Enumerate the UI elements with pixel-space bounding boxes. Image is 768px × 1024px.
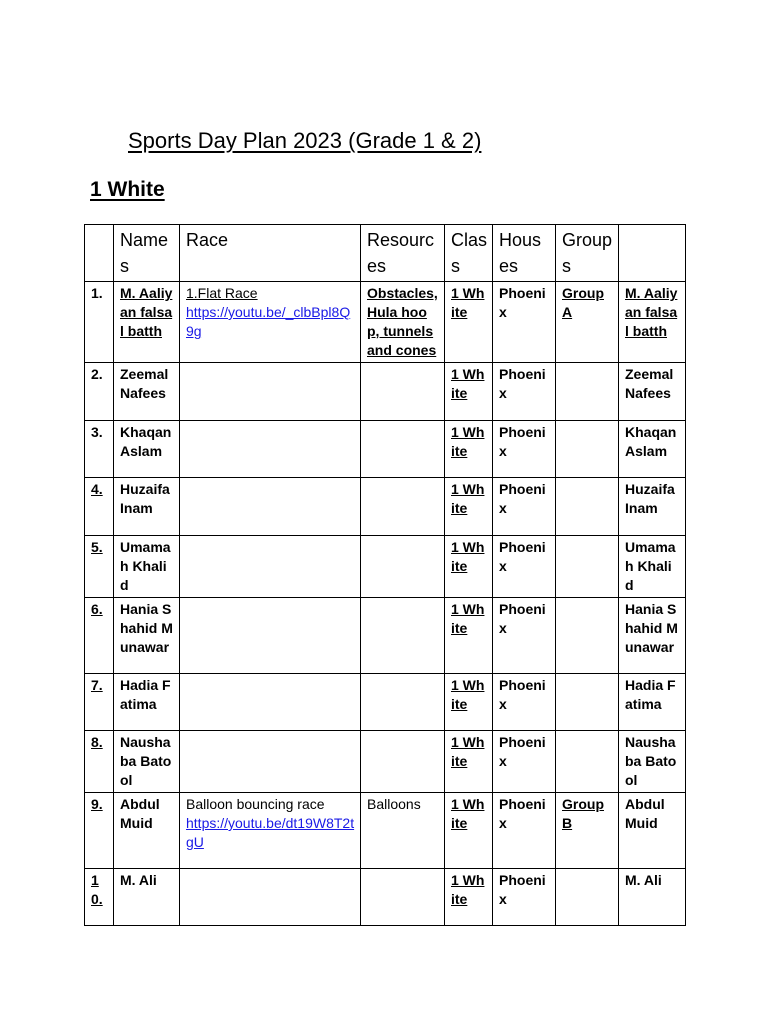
student-name-text: M. Ali [120,872,157,888]
class-cell-text: 1 White [451,539,485,574]
table-row [85,363,686,421]
class-cell-text: 1 White [451,677,485,712]
student-name [114,363,180,421]
extra-name-cell [619,869,686,926]
house-cell [493,598,556,674]
class-cell [445,478,493,536]
class-cell-text: 1 White [451,366,485,401]
group-cell [556,731,619,793]
extra-name-cell [619,731,686,793]
header-houses: Houses [493,225,556,282]
resources-cell [361,731,445,793]
race-name: Balloon bouncing race [186,796,325,812]
class-cell [445,363,493,421]
extra-name-cell [619,363,686,421]
student-name [114,674,180,731]
class-cell [445,598,493,674]
race-cell [180,282,361,363]
student-name-text: Khaqan Aslam [120,424,172,459]
header-groups: Groups [556,225,619,282]
student-name [114,536,180,598]
race-cell [180,363,361,421]
page-title: Sports Day Plan 2023 (Grade 1 & 2) [128,128,482,153]
extra-name-cell [619,674,686,731]
class-cell-text: 1 White [451,734,485,769]
row-number [85,282,114,363]
class-cell [445,674,493,731]
house-cell-text: Phoenix [499,481,546,516]
race-cell [180,536,361,598]
resources-cell [361,478,445,536]
extra-name-cell [619,478,686,536]
class-cell [445,536,493,598]
table-body [85,282,686,926]
class-cell [445,282,493,363]
row-number-text: 3. [91,424,103,440]
row-number [85,363,114,421]
race-video-link[interactable]: https://youtu.be/dt19W8T2tgU [186,815,355,850]
extra-name-cell-text: Naushaba Batool [625,734,677,788]
extra-name-cell [619,793,686,869]
house-cell [493,793,556,869]
group-cell [556,869,619,926]
house-cell-text: Phoenix [499,872,546,907]
house-cell [493,421,556,478]
row-number [85,598,114,674]
class-cell [445,869,493,926]
student-name [114,731,180,793]
header-resources: Resources [361,225,445,282]
house-cell [493,282,556,363]
group-cell [556,282,619,363]
house-cell-text: Phoenix [499,424,546,459]
race-name: 1.Flat Race [186,285,258,301]
extra-name-cell-text: Zeemal Nafees [625,366,674,401]
header-class: Class [445,225,493,282]
class-cell-text: 1 White [451,601,485,636]
table-row [85,869,686,926]
race-cell [180,421,361,478]
group-cell [556,536,619,598]
group-cell [556,793,619,869]
sports-plan-table [84,224,686,926]
house-cell-text: Phoenix [499,734,546,769]
extra-name-cell-text: M. Aaliyan falsal batth [625,285,678,339]
student-name-text: Hania Shahid Munawar [120,601,173,655]
class-cell-text: 1 White [451,872,485,907]
table-row [85,598,686,674]
extra-name-cell-text: Huzaifa Inam [625,481,675,516]
student-name-text: Huzaifa Inam [120,481,170,516]
student-name [114,793,180,869]
table-row [85,536,686,598]
group-cell-text: Group A [562,285,604,320]
race-cell [180,674,361,731]
class-cell-text: 1 White [451,424,485,459]
row-number-text: 7. [91,677,103,693]
class-cell-text: 1 White [451,285,485,320]
house-cell [493,731,556,793]
header-number [85,225,114,282]
row-number-text: 6. [91,601,103,617]
row-number [85,674,114,731]
house-cell [493,674,556,731]
section-heading: 1 White [90,178,165,201]
row-number [85,421,114,478]
header-names: Names [114,225,180,282]
row-number-text: 9. [91,796,103,812]
race-cell [180,731,361,793]
race-cell [180,793,361,869]
student-name [114,478,180,536]
class-cell-text: 1 White [451,481,485,516]
row-number-text: 10. [91,872,103,907]
row-number-text: 2. [91,366,103,382]
student-name-text: M. Aaliyan falsal batth [120,285,173,339]
resources-cell [361,282,445,363]
group-cell-text: Group B [562,796,604,831]
extra-name-cell-text: Hania Shahid Munawar [625,601,678,655]
header-extra [619,225,686,282]
student-name-text: Hadia Fatima [120,677,171,712]
row-number [85,478,114,536]
table-row [85,731,686,793]
resources-cell [361,869,445,926]
row-number [85,731,114,793]
extra-name-cell [619,598,686,674]
resources-cell-text: Balloons [367,796,421,812]
extra-name-cell-text: M. Ali [625,872,662,888]
extra-name-cell [619,282,686,363]
resources-cell-text: Obstacles, Hula hoop, tunnels and cones [367,285,438,358]
group-cell [556,363,619,421]
resources-cell [361,363,445,421]
resources-cell [361,793,445,869]
student-name [114,598,180,674]
header-race: Race [180,225,361,282]
house-cell [493,363,556,421]
extra-name-cell [619,536,686,598]
student-name [114,869,180,926]
house-cell-text: Phoenix [499,285,546,320]
race-cell [180,598,361,674]
house-cell-text: Phoenix [499,539,546,574]
row-number-text: 8. [91,734,103,750]
group-cell [556,421,619,478]
row-number-text: 4. [91,481,103,497]
table-row [85,478,686,536]
house-cell-text: Phoenix [499,601,546,636]
race-cell [180,478,361,536]
extra-name-cell [619,421,686,478]
race-video-link[interactable]: https://youtu.be/_clbBpl8Q9g [186,304,351,339]
student-name-text: Abdul Muid [120,796,160,831]
group-cell [556,478,619,536]
row-number [85,793,114,869]
extra-name-cell-text: Hadia Fatima [625,677,676,712]
student-name [114,282,180,363]
table-row [85,421,686,478]
student-name-text: Naushaba Batool [120,734,172,788]
extra-name-cell-text: Khaqan Aslam [625,424,677,459]
class-cell [445,421,493,478]
student-name [114,421,180,478]
class-cell-text: 1 White [451,796,485,831]
table-row [85,793,686,869]
resources-cell [361,536,445,598]
house-cell [493,869,556,926]
class-cell [445,731,493,793]
extra-name-cell-text: Abdul Muid [625,796,665,831]
table-header-row [85,225,686,282]
resources-cell [361,674,445,731]
row-number-text: 5. [91,539,103,555]
row-number [85,536,114,598]
house-cell-text: Phoenix [499,366,546,401]
house-cell-text: Phoenix [499,677,546,712]
resources-cell [361,598,445,674]
house-cell [493,478,556,536]
house-cell-text: Phoenix [499,796,546,831]
race-cell [180,869,361,926]
group-cell [556,598,619,674]
extra-name-cell-text: Umamah Khalid [625,539,676,593]
student-name-text: Umamah Khalid [120,539,171,593]
table-row [85,674,686,731]
group-cell [556,674,619,731]
class-cell [445,793,493,869]
house-cell [493,536,556,598]
student-name-text: Zeemal Nafees [120,366,169,401]
resources-cell [361,421,445,478]
table-row [85,282,686,363]
row-number-text: 1. [91,285,103,301]
row-number [85,869,114,926]
